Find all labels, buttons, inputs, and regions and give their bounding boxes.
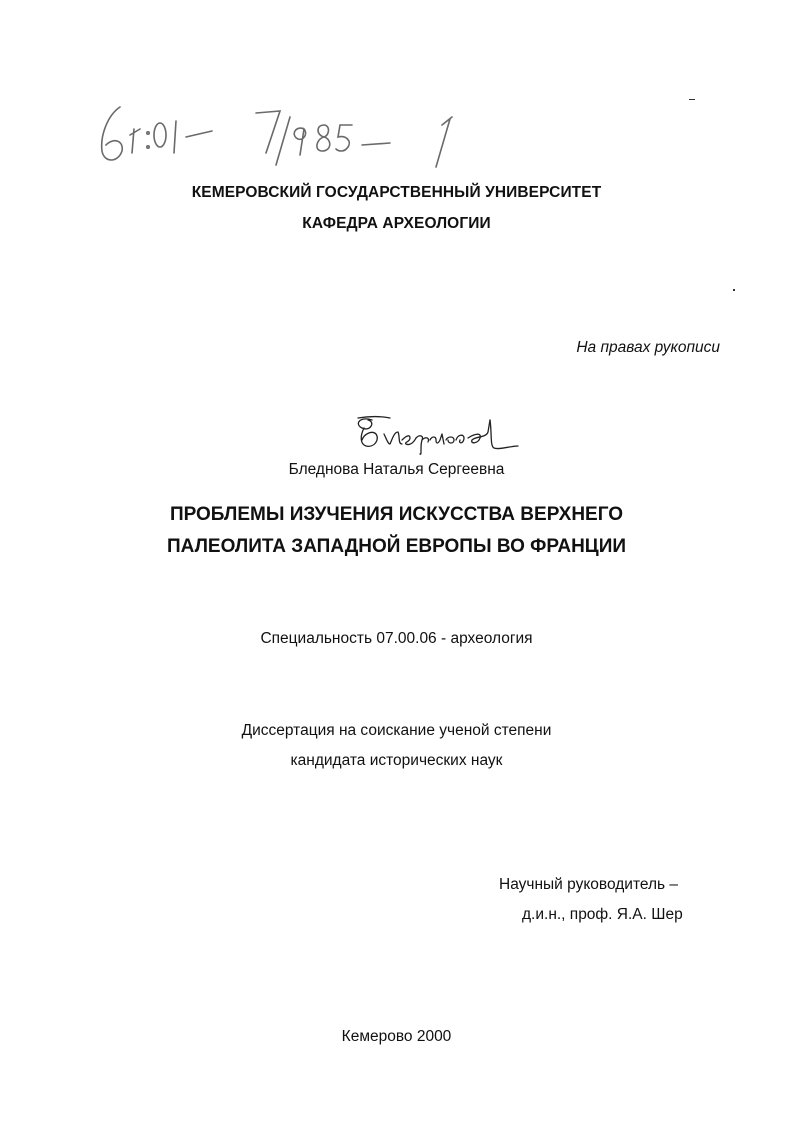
scan-speck [733, 289, 735, 291]
dissertation-title-line-1: ПРОБЛЕМЫ ИЗУЧЕНИЯ ИСКУССТВА ВЕРХНЕГО [169, 504, 624, 525]
scan-speck [689, 99, 695, 100]
degree-line-2: кандидата исторических наук [290, 752, 503, 769]
advisor-label: Научный руководитель – [499, 876, 679, 893]
archive-number-stamp [90, 95, 470, 180]
university-name: КЕМЕРОВСКИЙ ГОСУДАРСТВЕННЫЙ УНИВЕРСИТЕТ [191, 184, 602, 201]
degree-line-1: Диссертация на соискание ученой степени [241, 722, 552, 739]
department-name: КАФЕДРА АРХЕОЛОГИИ [302, 215, 491, 232]
dissertation-title-line-2: ПАЛЕОЛИТА ЗАПАДНОЙ ЕВРОПЫ ВО ФРАНЦИИ [166, 536, 627, 557]
city-year: Кемерово 2000 [341, 1028, 452, 1045]
specialty: Специальность 07.00.06 - археология [260, 630, 533, 647]
author-name: Бледнова Наталья Сергеевна [288, 461, 505, 478]
advisor-name: д.и.н., проф. Я.А. Шер [522, 906, 683, 923]
author-signature [350, 410, 540, 463]
manuscript-note: На правах рукописи [576, 339, 720, 356]
